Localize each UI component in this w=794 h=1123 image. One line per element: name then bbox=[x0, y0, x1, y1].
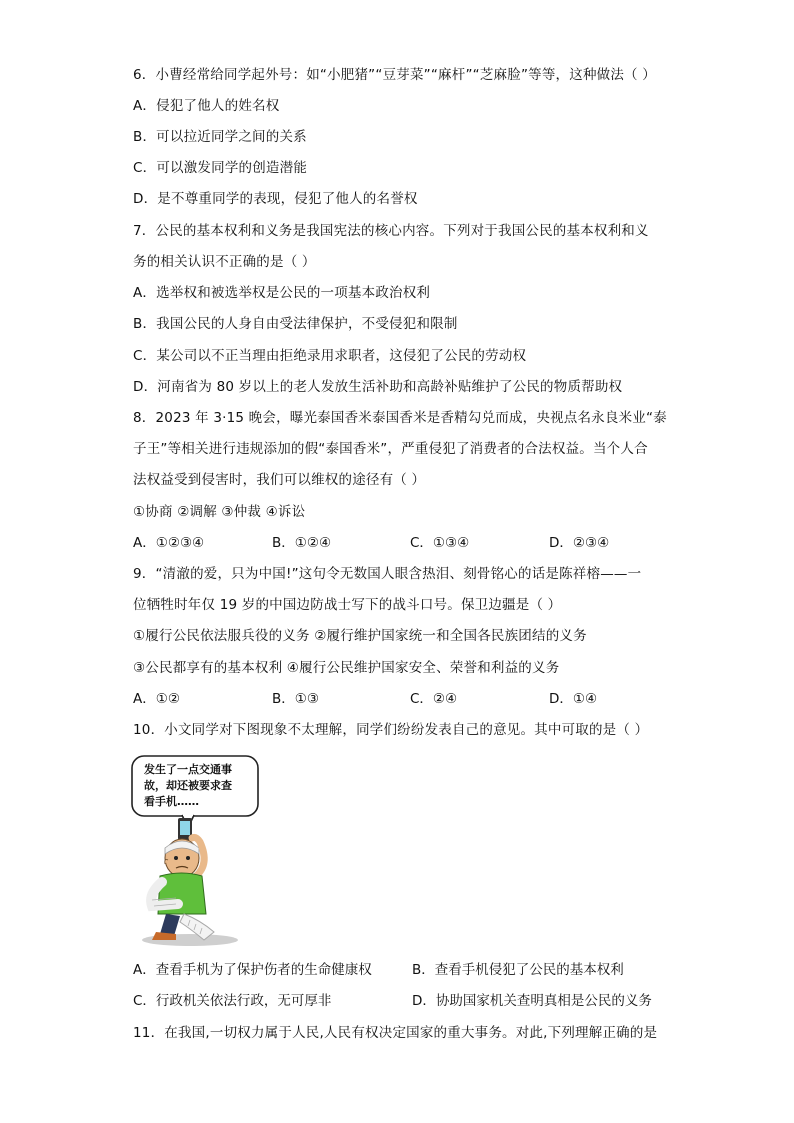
q6-option-a: A．侵犯了他人的姓名权 bbox=[133, 98, 280, 114]
q7-option-a: A．选举权和被选举权是公民的一项基本政治权利 bbox=[133, 285, 431, 301]
q6-stem: 6．小曹经常给同学起外号：如“小肥猪”“豆芽菜”“麻杆”“芝麻脸”等等，这种做法（ ） bbox=[133, 67, 656, 83]
q8-option-b: B．①②④ bbox=[272, 535, 332, 551]
q9-stem-line-1: 9．“清澈的爱，只为中国!”这句令无数国人眼含热泪、刻骨铭心的话是陈祥榕——一 bbox=[133, 566, 642, 582]
speech-bubble bbox=[132, 756, 258, 828]
q8-items: ①协商 ②调解 ③仲裁 ④诉讼 bbox=[133, 504, 306, 520]
q9-option-b: B．①③ bbox=[272, 691, 319, 707]
q7-stem-line-2: 务的相关认识不正确的是（ ） bbox=[133, 254, 316, 270]
q10-option-a: A．查看手机为了保护伤者的生命健康权 bbox=[133, 962, 372, 978]
q9-items-line-1: ①履行公民依法服兵役的义务 ②履行维护国家统一和全国各民族团结的义务 bbox=[133, 628, 587, 644]
q6-option-b: B．可以拉近同学之间的关系 bbox=[133, 129, 307, 145]
bubble-line-1: 发生了一点交通事 bbox=[144, 763, 232, 776]
bandaged-head bbox=[165, 839, 199, 877]
injured-man-cartoon bbox=[130, 754, 270, 949]
q9-option-c: C．②④ bbox=[410, 691, 458, 707]
q7-option-c: C．某公司以不正当理由拒绝录用求职者，这侵犯了公民的劳动权 bbox=[133, 348, 527, 364]
q7-stem-line-1: 7．公民的基本权利和义务是我国宪法的核心内容。下列对于我国公民的基本权利和义 bbox=[133, 223, 649, 239]
q8-stem-line-3: 法权益受到侵害时，我们可以维权的途径有（ ） bbox=[133, 472, 426, 488]
q11-stem: 11．在我国,一切权力属于人民,人民有权决定国家的重大事务。对此,下列理解正确的是 bbox=[133, 1025, 658, 1041]
bubble-line-2: 故，却还被要求查 bbox=[144, 779, 232, 792]
q10-option-d: D．协助国家机关查明真相是公民的义务 bbox=[412, 993, 652, 1009]
q7-option-d: D．河南省为 80 岁以上的老人发放生活补助和高龄补贴维护了公民的物质帮助权 bbox=[133, 379, 623, 395]
q10-option-c: C．行政机关依法行政，无可厚非 bbox=[133, 993, 332, 1009]
q8-option-d: D．②③④ bbox=[549, 535, 610, 551]
q8-stem-line-2: 子王”等相关进行违规添加的假“泰国香米”，严重侵犯了消费者的合法权益。当个人合 bbox=[133, 441, 648, 457]
q7-option-b: B．我国公民的人身自由受法律保护，不受侵犯和限制 bbox=[133, 316, 458, 332]
q9-option-a: A．①② bbox=[133, 691, 180, 707]
q9-stem-line-2: 位牺牲时年仅 19 岁的中国边防战士写下的战斗口号。保卫边疆是（ ） bbox=[133, 597, 562, 613]
q10-stem: 10．小文同学对下图现象不太理解，同学们纷纷发表自己的意见。其中可取的是（ ） bbox=[133, 722, 649, 738]
q8-option-a: A．①②③④ bbox=[133, 535, 205, 551]
q9-items-line-2: ③公民都享有的基本权利 ④履行公民维护国家安全、荣誉和利益的义务 bbox=[133, 660, 560, 676]
q8-option-c: C．①③④ bbox=[410, 535, 470, 551]
q6-option-c: C．可以激发同学的创造潜能 bbox=[133, 160, 308, 176]
q8-stem-line-1: 8．2023 年 3·15 晚会，曝光泰国香米泰国香米是香精勾兑而成，央视点名永良米业“泰 bbox=[133, 410, 667, 426]
q6-option-d: D．是不尊重同学的表现，侵犯了他人的名誉权 bbox=[133, 191, 418, 207]
q9-option-d: D．①④ bbox=[549, 691, 598, 707]
bubble-line-3: 看手机…… bbox=[144, 795, 199, 808]
q10-option-b: B．查看手机侵犯了公民的基本权利 bbox=[412, 962, 624, 978]
